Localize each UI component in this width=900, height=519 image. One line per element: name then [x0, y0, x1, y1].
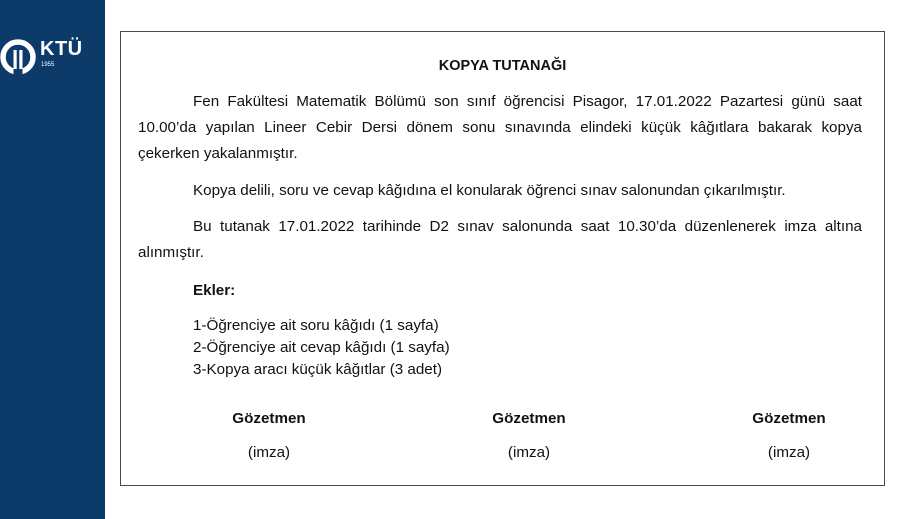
document-title: KOPYA TUTANAĞI [438, 58, 567, 74]
logo-year: 1955 [41, 62, 55, 68]
signature-title: Gözetmen [752, 410, 826, 427]
attachment-item: 1-Öğrenciye ait soru kâğıdı (1 sayfa) [193, 317, 439, 334]
paragraph-record: Bu tutanak 17.01.2022 tarihinde D2 sınav salonunda saat 10.30’da düzenlenerek imza altına alınmıştır. [138, 218, 862, 261]
signature-line: (imza) [247, 444, 291, 461]
attachments-list [193, 315, 450, 381]
paragraph-evidence: Kopya delili, soru ve cevap kâğıdına el konularak öğrenci sınav salonundan çıkarılmıştır. [193, 182, 786, 199]
attachment-item: 2-Öğrenciye ait cevap kâğıdı (1 sayfa) [193, 339, 450, 356]
signature-title: Gözetmen [492, 410, 566, 427]
signature-block [189, 406, 349, 466]
signature-block [449, 406, 609, 466]
ktu-emblem-icon [0, 36, 40, 78]
paragraph-incident: Fen Fakültesi Matematik Bölümü son sınıf öğrencisi Pisagor, 17.01.2022 Pazartesi günü saat 10.00’da yapılan Lineer Cebir Dersi dönem sonu sınavında elindeki küçük kâğıtlara bakarak kopya çekerken yakalanmıştır. [138, 93, 862, 162]
signature-block [709, 406, 869, 466]
attachments-label: Ekler: [193, 282, 236, 299]
logo-text: KTÜ [40, 38, 83, 60]
attachment-item: 3-Kopya aracı küçük kâğıtlar (3 adet) [193, 361, 443, 378]
signature-line: (imza) [767, 444, 811, 461]
report-document [120, 31, 885, 486]
signature-line: (imza) [507, 444, 551, 461]
sidebar-band [0, 0, 105, 519]
signature-title: Gözetmen [232, 410, 306, 427]
university-logo [0, 36, 100, 78]
